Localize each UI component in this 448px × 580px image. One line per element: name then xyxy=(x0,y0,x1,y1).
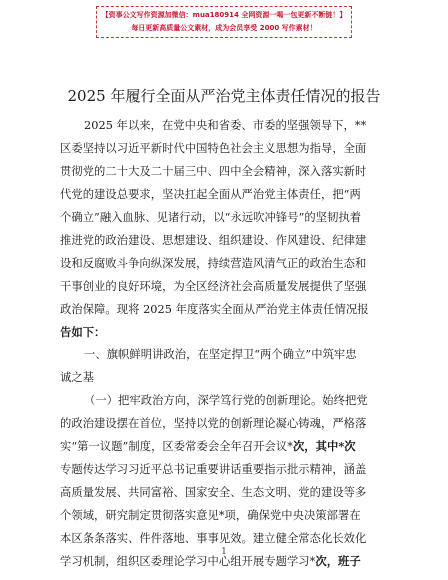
document-title: 2025 年履行全面从严治党主体责任情况的报告 xyxy=(67,87,381,105)
intro-line: 告如下： xyxy=(60,325,106,339)
sub-line: 专题传达学习习近平总书记重要讲话重要指示批示精神，涵盖 xyxy=(60,463,367,476)
sub-line: （一）把牢政治方向，深学笃行党的创新理论。始终把党 xyxy=(84,394,368,407)
section-1-heading xyxy=(60,343,390,389)
promo-banner xyxy=(96,6,352,38)
intro-line: 政治保障。现将 2025 年度落实全面从严治党主体责任情况报 xyxy=(60,303,369,316)
sub-line: 高质量发展、共同富裕、国家安全、生态文明、党的建设等多 xyxy=(60,486,367,499)
sub-text-bold: 次，班子 xyxy=(315,554,361,568)
intro-line: 2025 年以来，在党中央和省委、市委的坚强领导下，** xyxy=(84,119,367,132)
intro-line: 设和反腐败斗争向纵深发展，持续营造风清气正的政治生态和 xyxy=(60,257,367,270)
sub-line xyxy=(60,435,390,458)
intro-line: 推进党的政治建设、思想建设、组织建设、作风建设、纪律建 xyxy=(60,234,367,247)
sub-line: 个领域，研究制定贯彻落实意见*项，确保党中央决策部署在 xyxy=(60,509,361,522)
subsection-1-paragraph xyxy=(60,389,390,573)
intro-line: 个确立”融入血脉、见诸行动，以“永远吹冲锋号”的坚韧执着 xyxy=(60,211,362,224)
section-heading-line: 一、旗帜鲜明讲政治，在坚定捍卫“两个确立”中筑牢忠 xyxy=(84,348,357,361)
section-heading-line: 诚之基 xyxy=(60,371,95,384)
page-number: 1 xyxy=(221,547,227,557)
intro-line: 贯彻党的二十大及二十届三中、四中全会精神，深入落实新时 xyxy=(60,165,367,178)
intro-line: 代党的建设总要求，坚决扛起全面从严治党主体责任，把“两 xyxy=(60,188,361,201)
sub-text: 实“第一议题”制度，区委常委会全年召开会议* xyxy=(60,440,293,453)
sub-text-bold: 次，其中*次 xyxy=(292,439,356,453)
sub-line: 本区条条落实、件件落地、事事见效。建立健全常态化长效化 xyxy=(60,532,367,545)
intro-line: 干事创业的良好环境，为全区经济社会高质量发展提供了坚强 xyxy=(60,280,367,293)
sub-text: 学习机制，组织区委理论学习中心组开展专题学习* xyxy=(60,555,316,568)
intro-paragraph xyxy=(60,114,390,344)
promo-banner-line-1: 【资事公文写作资源加微信：mua180914 全网资源一喝一包更新不断链！】 xyxy=(101,11,347,19)
promo-banner-line-2: 每日更新高质量公文素材，成为会员享受 2000 写作素材！ xyxy=(131,24,317,32)
intro-line: 区委坚持以习近平新时代中国特色社会主义思想为指导，全面 xyxy=(60,142,367,155)
sub-line: 的政治建设摆在首位，坚持以党的创新理论凝心铸魂，严格落 xyxy=(60,417,367,430)
